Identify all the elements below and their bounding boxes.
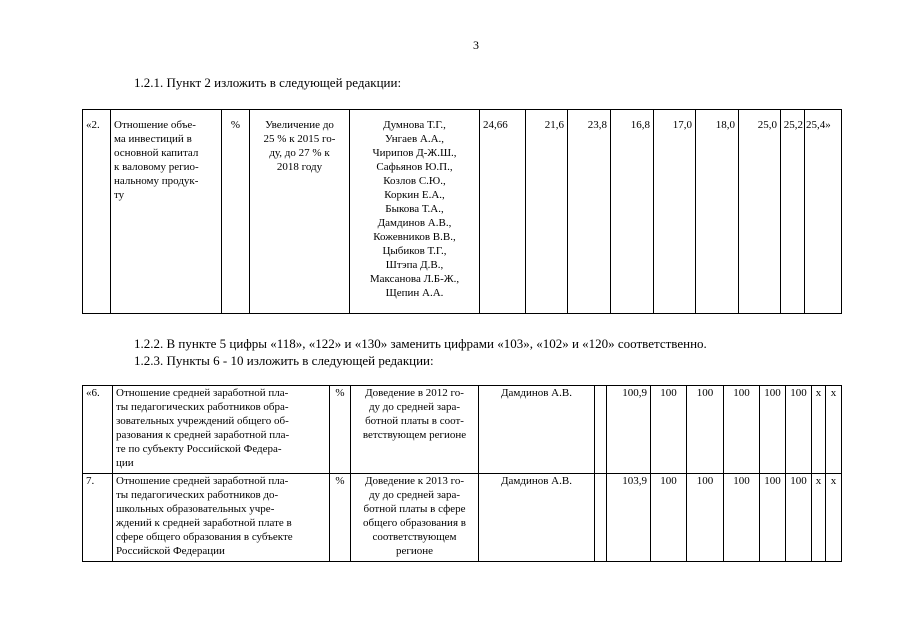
- target-line: общего образования в: [363, 517, 466, 529]
- target-line: ботной платы в сфере: [363, 503, 466, 515]
- indicator-line: Отношение объе-: [114, 119, 196, 131]
- responsible-line: Кожевников В.В.,: [373, 231, 456, 243]
- indicator-line: те по субъекту Российской Федера-: [116, 443, 282, 455]
- indicator-table-1: [82, 109, 842, 314]
- row-number: «6.: [83, 386, 113, 474]
- responsible-cell: Дамдинов А.В.: [479, 386, 595, 474]
- responsible-line: Чирипов Д-Ж.Ш.,: [372, 147, 457, 159]
- target-line: 2018 году: [276, 161, 323, 173]
- target-line: ветствующем регионе: [362, 429, 467, 441]
- row-number: «2.: [83, 110, 111, 314]
- value-cell: 100,9: [607, 386, 651, 474]
- indicator-line: основной капитал: [114, 147, 199, 159]
- value-cell: 100: [687, 386, 724, 474]
- target-line: ду до средней зара-: [368, 401, 461, 413]
- value-cell: 25,4»: [805, 110, 842, 314]
- value-cell: 100: [651, 386, 687, 474]
- target-line: регионе: [395, 545, 434, 557]
- responsible-line: Думнова Т.Г.,: [383, 119, 446, 131]
- value-cell: 24,66: [480, 110, 526, 314]
- empty-cell: [595, 474, 607, 562]
- indicator-table-2: [82, 385, 842, 562]
- target-cell: [351, 386, 479, 474]
- value-cell: 25,0: [739, 110, 781, 314]
- indicator-line: ции: [116, 457, 134, 469]
- responsible-cell: [350, 110, 480, 314]
- value-cell: 18,0: [696, 110, 739, 314]
- value-cell: 103,9: [607, 474, 651, 562]
- responsible-line: Штэпа Д.В.,: [385, 259, 444, 271]
- value-cell: 100: [724, 474, 760, 562]
- value-cell: 21,6: [526, 110, 568, 314]
- responsible-line: Щепин А.А.: [385, 287, 444, 299]
- value-cell: 23,8: [568, 110, 611, 314]
- indicator-line: разования к средней заработной пла-: [116, 429, 290, 441]
- value-cell: 100: [760, 474, 786, 562]
- target-line: ду, до 27 % к: [269, 147, 330, 159]
- unit-cell: %: [222, 110, 250, 314]
- indicator-cell: [113, 474, 330, 562]
- value-cell: 100: [786, 474, 812, 562]
- responsible-line: Дамдинов А.В.,: [377, 217, 452, 229]
- target-line: Доведение к 2013 го-: [365, 475, 464, 487]
- indicator-line: ждений к средней заработной плате в: [116, 517, 292, 529]
- row-number: 7.: [83, 474, 113, 562]
- table2-row: [83, 474, 842, 562]
- value-cell: х: [826, 474, 842, 562]
- page-number: 3: [473, 38, 479, 52]
- unit-cell: %: [330, 386, 351, 474]
- paragraph-1-2-3: 1.2.3. Пункты 6 - 10 изложить в следующей редакции:: [134, 353, 434, 368]
- value-cell: 16,8: [611, 110, 654, 314]
- value-cell: 100: [724, 386, 760, 474]
- target-line: Доведение в 2012 го-: [365, 387, 464, 399]
- target-line: Увеличение до: [265, 119, 334, 131]
- indicator-line: Российской Федерации: [116, 545, 225, 557]
- indicator-line: сфере общего образования в субъекте: [116, 531, 293, 543]
- unit-cell: %: [330, 474, 351, 562]
- value-cell: 17,0: [654, 110, 696, 314]
- indicator-line: Отношение средней заработной пла-: [116, 387, 289, 399]
- target-line: ботной платы в соот-: [365, 415, 464, 427]
- indicator-cell: [111, 110, 222, 314]
- value-cell: х: [826, 386, 842, 474]
- value-cell: 100: [786, 386, 812, 474]
- responsible-cell: Дамдинов А.В.: [479, 474, 595, 562]
- responsible-line: Козлов С.Ю.,: [383, 175, 446, 187]
- value-cell: 25,2: [781, 110, 805, 314]
- empty-cell: [595, 386, 607, 474]
- indicator-cell: [113, 386, 330, 474]
- responsible-line: Унгаев А.А.,: [384, 133, 445, 145]
- value-cell: 100: [760, 386, 786, 474]
- target-cell: [250, 110, 350, 314]
- target-cell: [351, 474, 479, 562]
- responsible-line: Сафьянов Ю.П.,: [376, 161, 453, 173]
- target-line: ду до средней зара-: [368, 489, 461, 501]
- value-cell: 100: [651, 474, 687, 562]
- paragraph-1-2-1: 1.2.1. Пункт 2 изложить в следующей редакции:: [134, 75, 402, 90]
- paragraph-1-2-2: 1.2.2. В пункте 5 цифры «118», «122» и «130» заменить цифрами «103», «102» и «120» соответственно.: [134, 336, 707, 351]
- indicator-line: Отношение средней заработной пла-: [116, 475, 289, 487]
- responsible-line: Коркин Е.А.,: [384, 189, 445, 201]
- indicator-line: школьных образовательных учре-: [116, 503, 275, 515]
- value-cell: х: [812, 386, 826, 474]
- responsible-line: Быкова Т.А.,: [385, 203, 444, 215]
- table1-row: [83, 110, 842, 314]
- indicator-line: к валовому регио-: [114, 161, 199, 173]
- indicator-line: нальному продук-: [114, 175, 199, 187]
- table2-row: [83, 386, 842, 474]
- responsible-line: Максанова Л.Б-Ж.,: [369, 273, 460, 285]
- indicator-line: ты педагогических работников обра-: [116, 401, 289, 413]
- indicator-line: ты педагогических работников до-: [116, 489, 279, 501]
- target-line: 25 % к 2015 го-: [263, 133, 336, 145]
- target-line: соответствующем: [372, 531, 457, 543]
- indicator-line: ту: [114, 189, 125, 201]
- value-cell: х: [812, 474, 826, 562]
- indicator-line: зовательных учреждений общего об-: [116, 415, 289, 427]
- responsible-line: Цыбиков Т.Г.,: [382, 245, 447, 257]
- indicator-line: ма инвестиций в: [114, 133, 192, 145]
- value-cell: 100: [687, 474, 724, 562]
